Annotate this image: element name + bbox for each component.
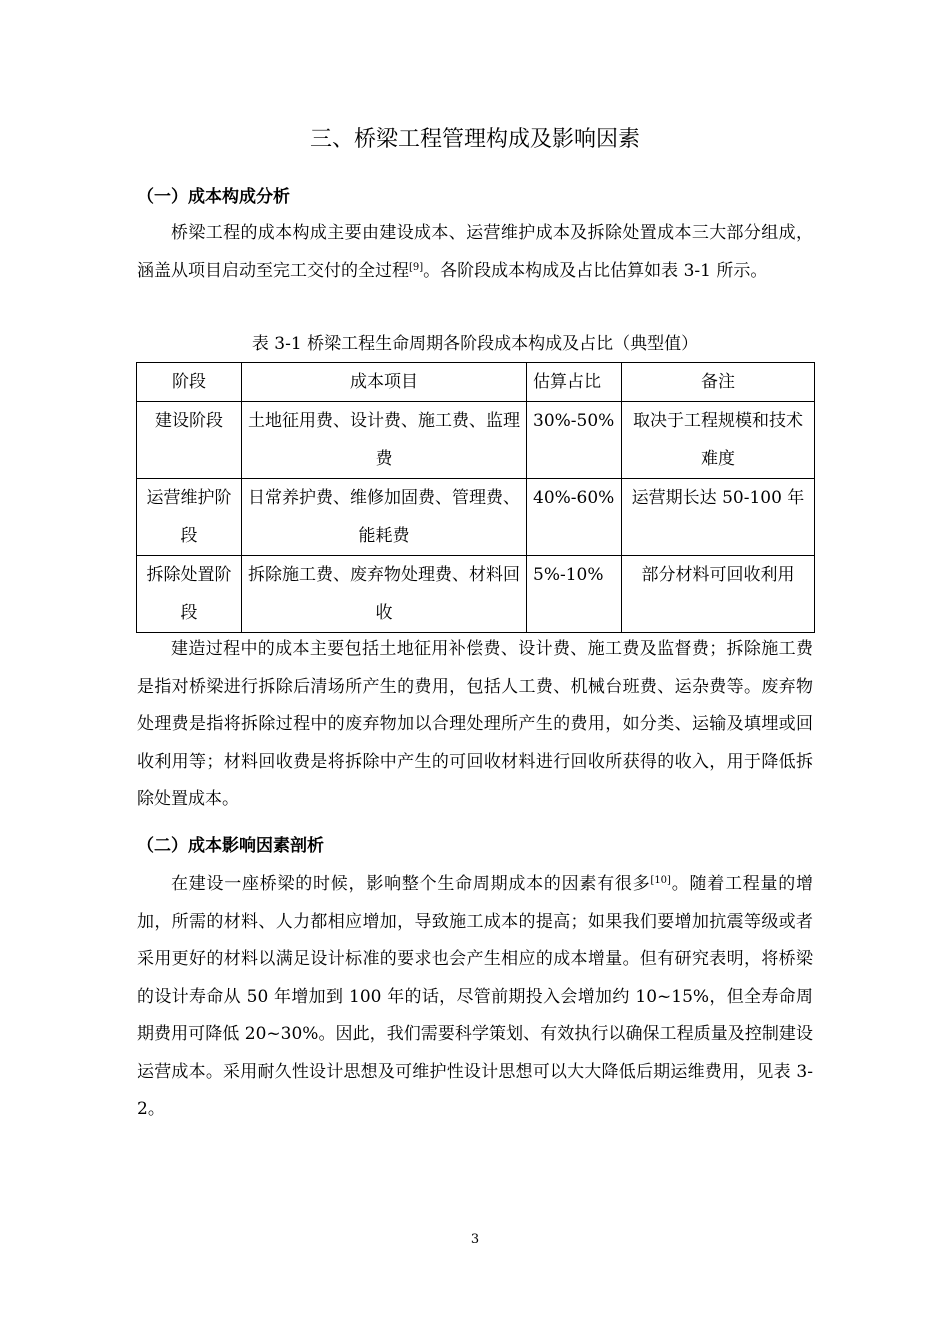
section1-paragraph2: 建造过程中的成本主要包括土地征用补偿费、设计费、施工费及监督费；拆除施工费是指对桥梁进行拆除后清场所产生的费用，包括人工费、机械台班费、运杂费等。废弃物处理费是指将拆除过程中的废弃物加以合理处理所产生的费用，如分类、运输及填埋或回收利用等；材料回收费是将拆除中产生的可回收材料进行回收所获得的收入，用于降低拆除处置成本。: [137, 639, 813, 809]
cell-ratio: 30%-50%: [527, 402, 622, 479]
cell-items: 日常养护费、维修加固费、管理费、能耗费: [242, 479, 527, 556]
table-header-row: [137, 363, 815, 402]
cell-note: 部分材料可回收利用: [622, 556, 815, 633]
section1-paragraph1: 桥梁工程的成本构成主要由建设成本、运营维护成本及拆除处置成本三大部分组成，涵盖从项目启动至完工交付的全过程[9]。各阶段成本构成及占比估算如表 3-1 所示。: [137, 223, 813, 281]
citation-10: [10]: [650, 875, 671, 886]
cell-stage: 运营维护阶段: [137, 479, 242, 556]
cell-items: 拆除施工费、废弃物处理费、材料回收: [242, 556, 527, 633]
table-row: [137, 556, 815, 633]
cell-ratio: 40%-60%: [527, 479, 622, 556]
cell-note: 运营期长达 50-100 年: [622, 479, 815, 556]
cost-table: [136, 362, 815, 633]
citation-9: [9]: [409, 261, 424, 273]
table-caption: 表 3-1 桥梁工程生命周期各阶段成本构成及占比（典型值）: [251, 334, 699, 354]
section1-heading: （一）成本构成分析: [137, 187, 290, 207]
cell-stage: 拆除处置阶段: [137, 556, 242, 633]
section2-paragraph1: 在建设一座桥梁的时候，影响整个生命周期成本的因素有很多[10]。随着工程量的增加，所需的材料、人力都相应增加，导致施工成本的提高；如果我们要增加抗震等级或者采用更好的材料以满足设计标准的要求也会产生相应的成本增量。但有研究表明，将桥梁的设计寿命从 50 年增加到 100 年的话，尽管前期投入会增加约 10~15%，但全寿命周期费用可降低 20~30%。因此，我们需要科学策划、有效执行以确保工程质量及控制建设运营成本。采用耐久性设计思想及可维护性设计思想可以大大降低后期运维费用，见表 3-2。: [137, 874, 814, 1119]
page-title: 三、桥梁工程管理构成及影响因素: [309, 127, 640, 152]
header-stage: 阶段: [137, 363, 242, 402]
cell-ratio: 5%-10%: [527, 556, 622, 633]
header-note: 备注: [622, 363, 815, 402]
section2-heading: （二）成本影响因素剖析: [137, 836, 324, 856]
header-ratio: 估算占比: [527, 363, 622, 402]
table-row: [137, 402, 815, 479]
page-number: 3: [470, 1232, 480, 1247]
header-items: 成本项目: [242, 363, 527, 402]
cell-items: 土地征用费、设计费、施工费、监理费: [242, 402, 527, 479]
cell-note: 取决于工程规模和技术难度: [622, 402, 815, 479]
table-row: [137, 479, 815, 556]
cell-stage: 建设阶段: [137, 402, 242, 479]
